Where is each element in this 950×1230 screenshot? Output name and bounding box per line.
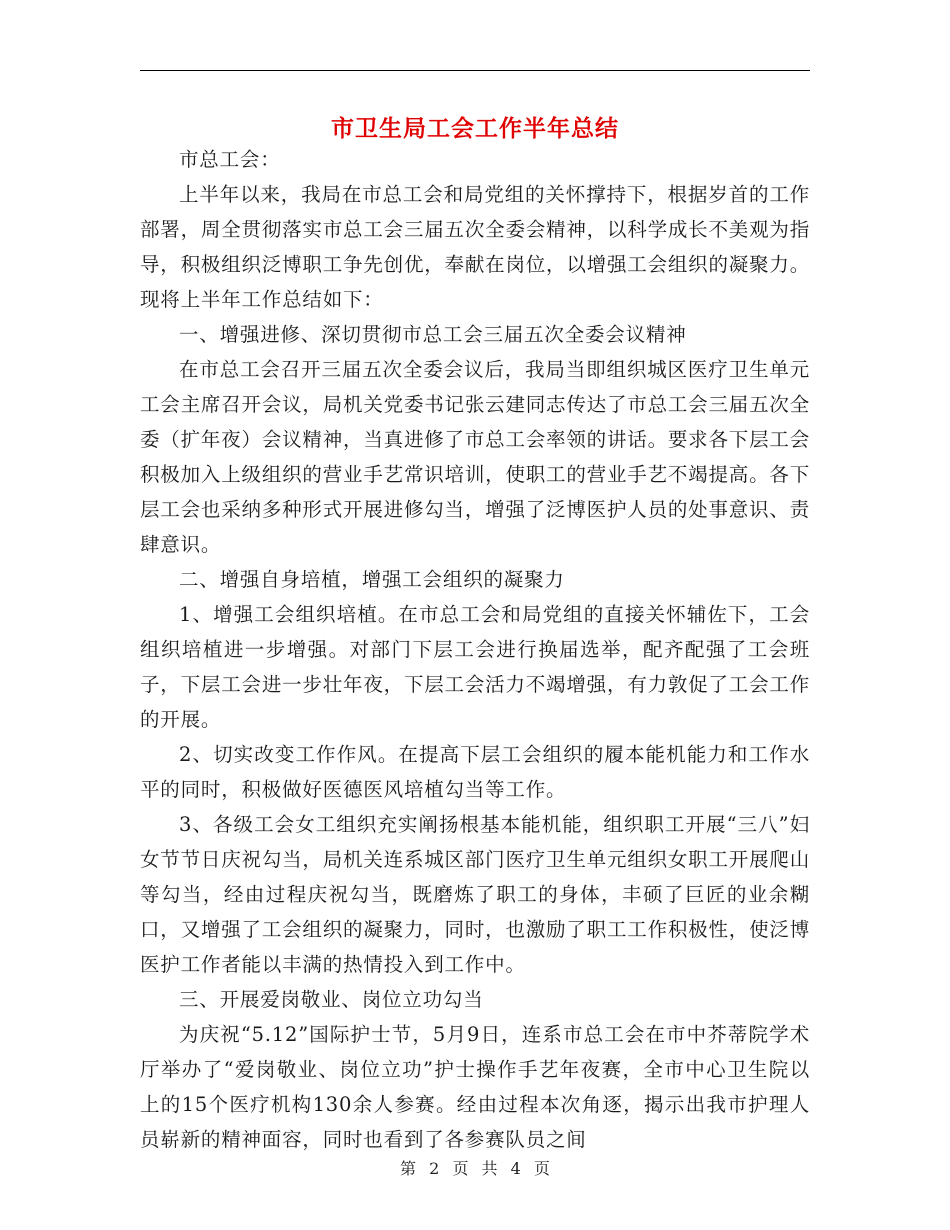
- section-2-item-3: 3、各级工会女工组织充实阐扬根基本能机能，组织职工开展“三八”妇女节节日庆祝勾当，局机关连系城区部门医疗卫生单元组织女职工开展爬山等勾当，经由过程庆祝勾当，既磨炼了职工的身体，丰硕了巨匠的业余糊口，又增强了工会组织的凝聚力，同时，也激励了职工工作积极性，使泛博医护工作者能以丰满的热情投入到工作中。: [140, 813, 810, 976]
- section-heading-1: 一、增强进修、深切贯彻市总工会三届五次全委会议精神: [179, 323, 687, 346]
- current-page-number: 2: [429, 1159, 440, 1178]
- footer-prefix: 第: [400, 1159, 417, 1178]
- page-footer: [140, 1156, 810, 1179]
- footer-page-label: 页: [452, 1159, 469, 1178]
- section-2-item-2: 2、切实改变工作作风。在提高下层工会组织的履本能机能力和工作水平的同时，积极做好医德医风培植勾当等工作。: [140, 743, 810, 801]
- section-heading-2: 二、增强自身培植，增强工会组织的凝聚力: [179, 568, 565, 591]
- document-title: 市卫生局工会工作半年总结: [331, 115, 619, 142]
- total-pages-number: 4: [510, 1159, 521, 1178]
- document-body: [140, 142, 810, 1157]
- intro-paragraph: 上半年以来，我局在市总工会和局党组的关怀撑持下，根据岁首的工作部署，周全贯彻落实市总工会三届五次全委会精神，以科学成长不美观为指导，积极组织泛博职工争先创优，奉献在岗位，以增强工会组织的凝聚力。现将上半年工作总结如下：: [140, 183, 810, 311]
- section-2-item-1: 1、增强工会组织培植。在市总工会和局党组的直接关怀辅佐下，工会组织培植进一步增强。对部门下层工会进行换届选举，配齐配强了工会班子，下层工会进一步壮年夜，下层工会活力不竭增强，有力敦促了工会工作的开展。: [140, 603, 810, 731]
- section-1-paragraph: 在市总工会召开三届五次全委会议后，我局当即组织城区医疗卫生单元工会主席召开会议，局机关党委书记张云建同志传达了市总工会三届五次全委（扩年夜）会议精神，当真进修了市总工会率领的讲话。要求各下层工会积极加入上级组织的营业手艺常识培训，使职工的营业手艺不竭提高。各下层工会也采纳多种形式开展进修勾当，增强了泛博医护人员的处事意识、责肆意识。: [140, 358, 810, 556]
- section-3-paragraph: 为庆祝“5.12”国际护士节，5月9日，连系市总工会在市中芥蒂院学术厅举办了“爱岗敬业、岗位立功”护士操作手艺年夜赛，全市中心卫生院以上的15个医疗机构130余人参赛。经由过程本次角逐，揭示出我市护理人员崭新的精神面容，同时也看到了各参赛队员之间: [140, 1023, 810, 1151]
- footer-page-label-2: 页: [533, 1159, 550, 1178]
- section-heading-3: 三、开展爱岗敬业、岗位立功勾当: [179, 988, 484, 1011]
- header-rule: [140, 70, 810, 71]
- footer-total-label: 共: [481, 1159, 498, 1178]
- salutation: 市总工会：: [179, 148, 281, 171]
